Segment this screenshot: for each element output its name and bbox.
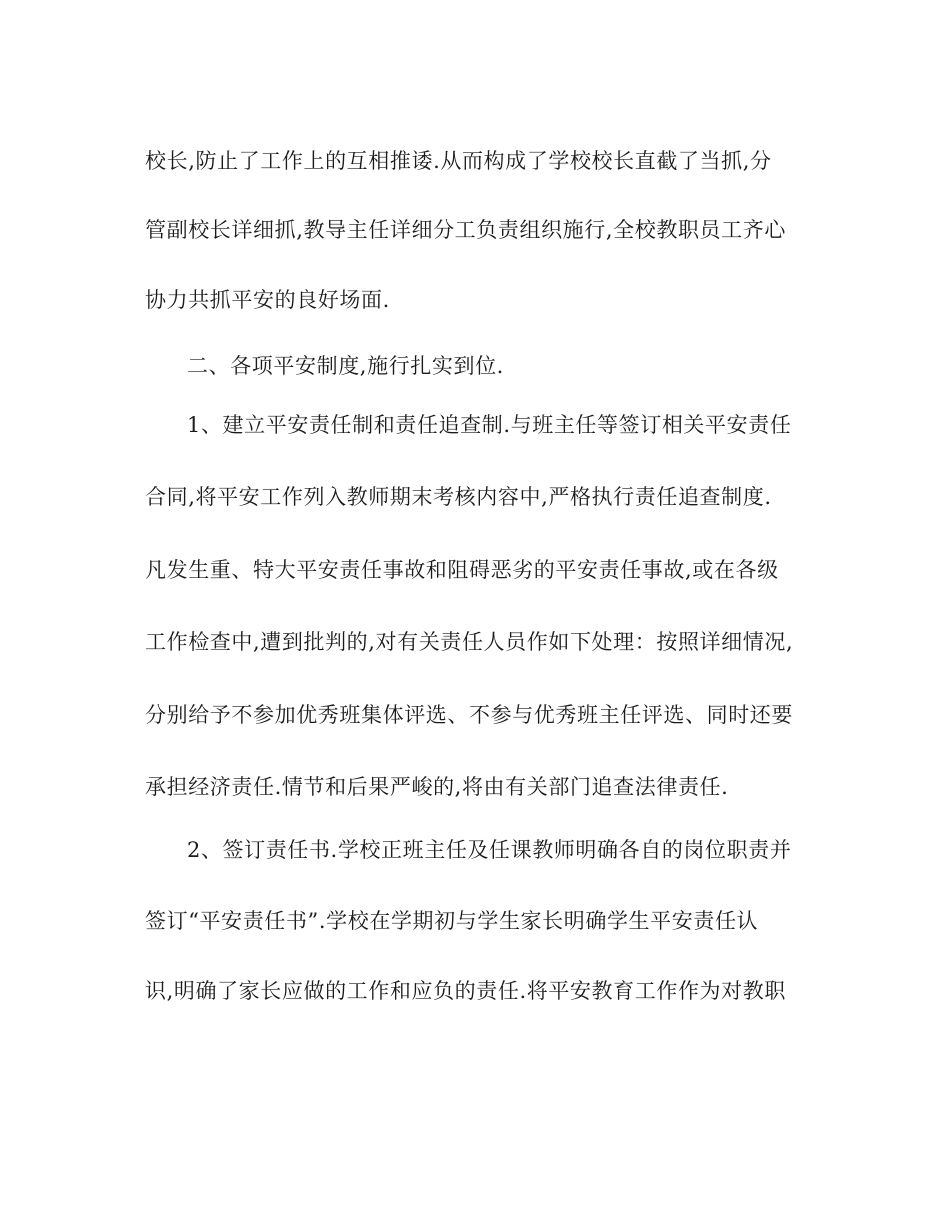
text-line: 凡发生重、特大平安责任事故和阻碍恶劣的平安责任事故,或在各级 xyxy=(145,558,779,582)
text-line: 协力共抓平安的良好场面. xyxy=(145,288,390,312)
text-line: 工作检查中,遭到批判的,对有关责任人员作如下处理：按照详细情况, xyxy=(145,630,794,654)
text-line: 校长,防止了工作上的互相推诿.从而构成了学校校长直截了当抓,分 xyxy=(145,149,772,173)
text-line: 合同,将平安工作列入教师期末考核内容中,严格执行责任追查制度. xyxy=(145,485,772,509)
text-line: 承担经济责任.情节和后果严峻的,将由有关部门追查法律责任. xyxy=(145,775,729,799)
text-line: 签订“平安责任书”.学校在学期初与学生家长明确学生平安责任认 xyxy=(145,909,759,933)
text-line: 1、建立平安责任制和责任追查制.与班主任等签订相关平安责任 xyxy=(187,413,792,437)
text-line: 2、签订责任书.学校正班主任及任课教师明确各自的岗位职责并 xyxy=(187,838,792,862)
text-line: 分别给予不参加优秀班集体评选、不参与优秀班主任评选、同时还要 xyxy=(145,703,793,727)
text-line: 识,明确了家长应做的工作和应负的责任.将平安教育工作作为对教职 xyxy=(145,979,786,1003)
section-heading: 二、各项平安制度,施行扎实到位. xyxy=(187,354,504,378)
text-line: 管副校长详细抓,教导主任详细分工负责组织施行,全校教职员工齐心 xyxy=(145,218,786,242)
